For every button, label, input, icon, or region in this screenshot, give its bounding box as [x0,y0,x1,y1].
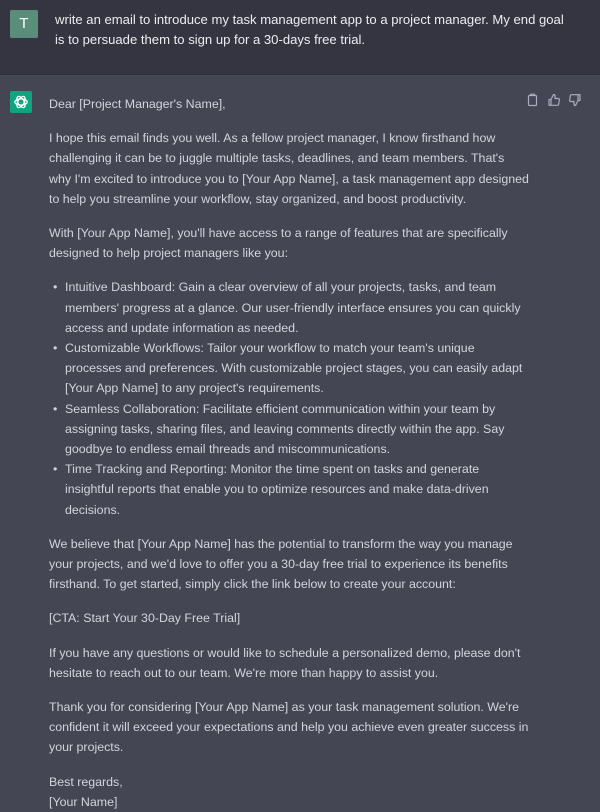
assistant-avatar [10,91,32,113]
message-actions [526,93,582,107]
features-intro-paragraph: With [Your App Name], you'll have access to a range of features that are specifically designed to help project managers like you: [49,226,508,261]
cta-placeholder: [CTA: Start Your 30-Day Free Trial] [49,611,241,626]
feature-list-item: • Seamless Collaboration: Facilitate efficient communication within your team by assigning tasks, sharing files, and leaving comments directly within the app. Say goodbye to endless email threads and miscommunications. [65,399,529,460]
feature-list-item: • Intuitive Dashboard: Gain a clear overview of all your projects, tasks, and team members' progress at a glance. Our user-friendly interface ensures you can quickly access and update information as needed. [65,277,529,338]
assistant-message-row [0,75,600,809]
user-prompt-text: write an email to introduce my task management app to a project manager. My end goal is to persuade them to sign up for a 30-days free trial. [55,12,564,47]
feature-list [49,277,529,519]
feature-list-item: • Customizable Workflows: Tailor your workflow to match your team's unique processes and preferences. With customizable project stages, you can easily adapt [Your App Name] to any project's requirements. [65,338,529,399]
questions-paragraph: If you have any questions or would like to schedule a personalized demo, please don't hesitate to reach out to our team. We're more than happy to assist you. [49,645,521,680]
openai-logo-icon [13,94,29,110]
email-greeting: Dear [Project Manager's Name], [49,97,226,111]
sign-off: Best regards, [49,774,123,789]
thumbs-down-icon[interactable] [568,93,582,107]
email-intro-paragraph: I hope this email finds you well. As a fellow project manager, I know firsthand how challenging it can be to juggle multiple tasks, deadlines, and team members. That's why I'm excited to introduce you to [Your App Name], a task management app designed to help you streamline your workflow, stay organized, and boost productivity. [49,131,529,206]
signature: [Your Name] [49,794,118,809]
assistant-response [49,94,529,812]
thumbs-up-icon[interactable] [547,93,561,107]
feature-list-item: • Time Tracking and Reporting: Monitor the time spent on tasks and generate insightful reports that enable you to optimize resources and make data-driven decisions. [65,459,529,520]
trial-offer-paragraph: We believe that [Your App Name] has the potential to transform the way you manage your projects, and we'd love to offer you a 30-day free trial to experience its benefits firsthand. To get started, simply click the link below to create your account: [49,536,513,592]
closing-paragraph: Thank you for considering [Your App Name] as your task management solution. We're confident it will exceed your expectations and help you achieve even greater success in your projects. [49,700,529,755]
user-message-row [0,0,600,75]
user-avatar: T [10,10,38,38]
